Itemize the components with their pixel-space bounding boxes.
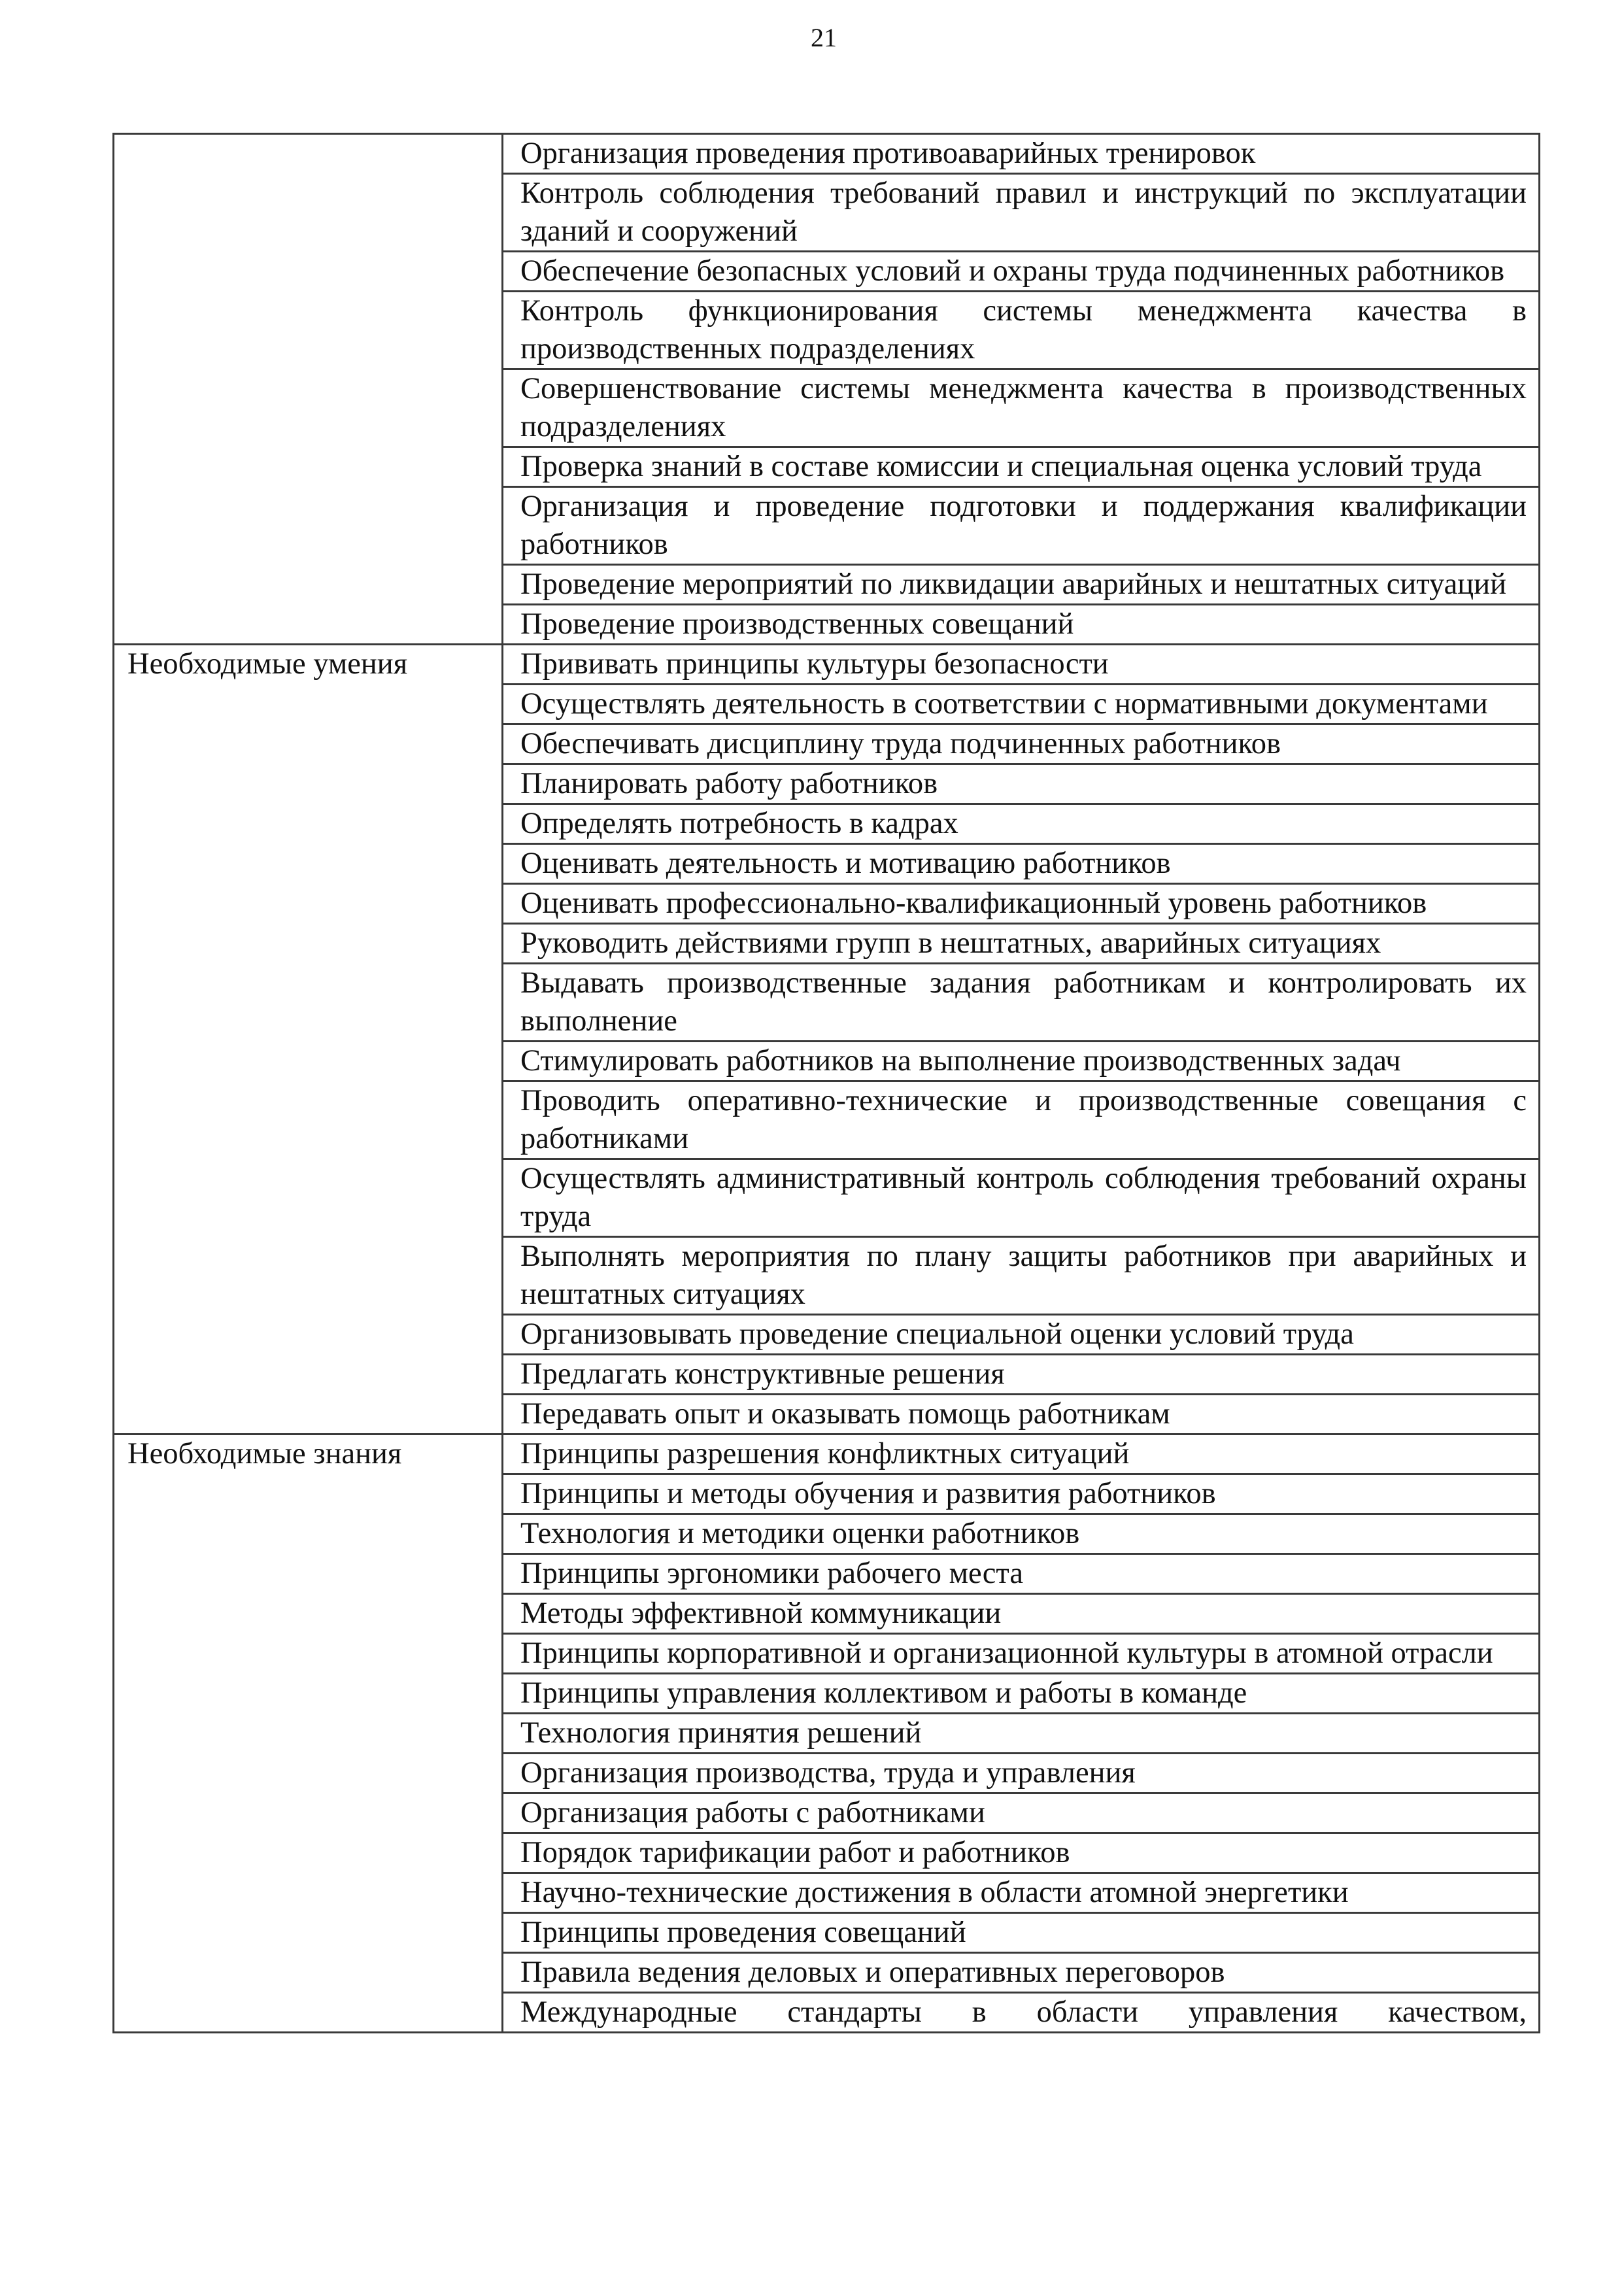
list-item: Обеспечение безопасных условий и охраны труда подчиненных работников [503,252,1538,292]
list-item: Проведение производственных совещаний [520,607,1074,641]
list-item: Осуществлять административный контроль соблюдения требований охраны труда [503,1160,1538,1238]
list-item: Стимулировать работников на выполнение производственных задач [503,1042,1538,1082]
row-label-empty [114,134,503,645]
list-item: Организация работы с работниками [503,1794,1538,1834]
list-item: Выдавать производственные задания работникам и контролировать их выполнение [503,964,1538,1042]
list-item: Международные стандарты в области управления качеством, [520,1995,1527,2029]
list-item: Осуществлять деятельность в соответствии с нормативными документами [503,685,1538,725]
list-item: Обеспечивать дисциплину труда подчиненных работников [503,725,1538,765]
list-item: Планировать работу работников [503,765,1538,805]
list-item: Порядок тарификации работ и работников [503,1834,1538,1874]
list-item: Организация и проведение подготовки и поддержания квалификации работников [503,488,1538,566]
list-item: Оценивать профессионально-квалификационный уровень работников [503,885,1538,925]
requirements-table [112,133,1540,2033]
knowledge-cell [503,1434,1540,2033]
table-row [114,645,1540,1434]
labor-functions-cell [503,134,1540,645]
list-item: Научно-технические достижения в области атомной энергетики [503,1874,1538,1914]
list-item: Принципы разрешения конфликтных ситуаций [503,1435,1538,1475]
list-item: Прививать принципы культуры безопасности [503,645,1538,685]
list-item: Методы эффективной коммуникации [503,1595,1538,1635]
list-item: Принципы управления коллективом и работы в команде [503,1674,1538,1714]
list-item: Руководить действиями групп в нештатных, аварийных ситуациях [503,925,1538,964]
page-number: 21 [811,23,837,52]
list-item: Контроль функционирования системы менеджмента качества в производственных подразделениях [503,292,1538,370]
table-row [114,1434,1540,2033]
skills-label: Необходимые умения [114,645,503,1434]
list-item: Предлагать конструктивные решения [503,1355,1538,1395]
list-item: Принципы корпоративной и организационной культуры в атомной отрасли [503,1635,1538,1674]
list-item: Технология и методики оценки работников [503,1515,1538,1555]
list-item: Совершенствование системы менеджмента качества в производственных подразделениях [503,370,1538,448]
list-item: Организация проведения противоаварийных тренировок [503,135,1538,175]
knowledge-label: Необходимые знания [114,1434,503,2033]
list-item: Определять потребность в кадрах [503,805,1538,845]
list-item: Технология принятия решений [503,1714,1538,1754]
list-item: Проведение мероприятий по ликвидации аварийных и нештатных ситуаций [503,566,1538,605]
list-item: Организовывать проведение специальной оценки условий труда [503,1315,1538,1355]
list-item: Оценивать деятельность и мотивацию работников [503,845,1538,885]
list-item: Принципы и методы обучения и развития работников [503,1475,1538,1515]
table-row [114,134,1540,645]
list-item: Проверка знаний в составе комиссии и специальная оценка условий труда [503,448,1538,488]
list-item: Правила ведения деловых и оперативных переговоров [503,1954,1538,1994]
skills-cell [503,645,1540,1434]
list-item: Контроль соблюдения требований правил и инструкций по эксплуатации зданий и сооружений [503,175,1538,252]
list-item: Организация производства, труда и управления [503,1754,1538,1794]
list-item: Проводить оперативно-технические и производственные совещания с работниками [503,1082,1538,1160]
list-item: Принципы эргономики рабочего места [503,1555,1538,1595]
list-item: Принципы проведения совещаний [503,1914,1538,1954]
list-item: Передавать опыт и оказывать помощь работникам [520,1397,1170,1431]
list-item: Выполнять мероприятия по плану защиты работников при аварийных и нештатных ситуациях [503,1238,1538,1315]
